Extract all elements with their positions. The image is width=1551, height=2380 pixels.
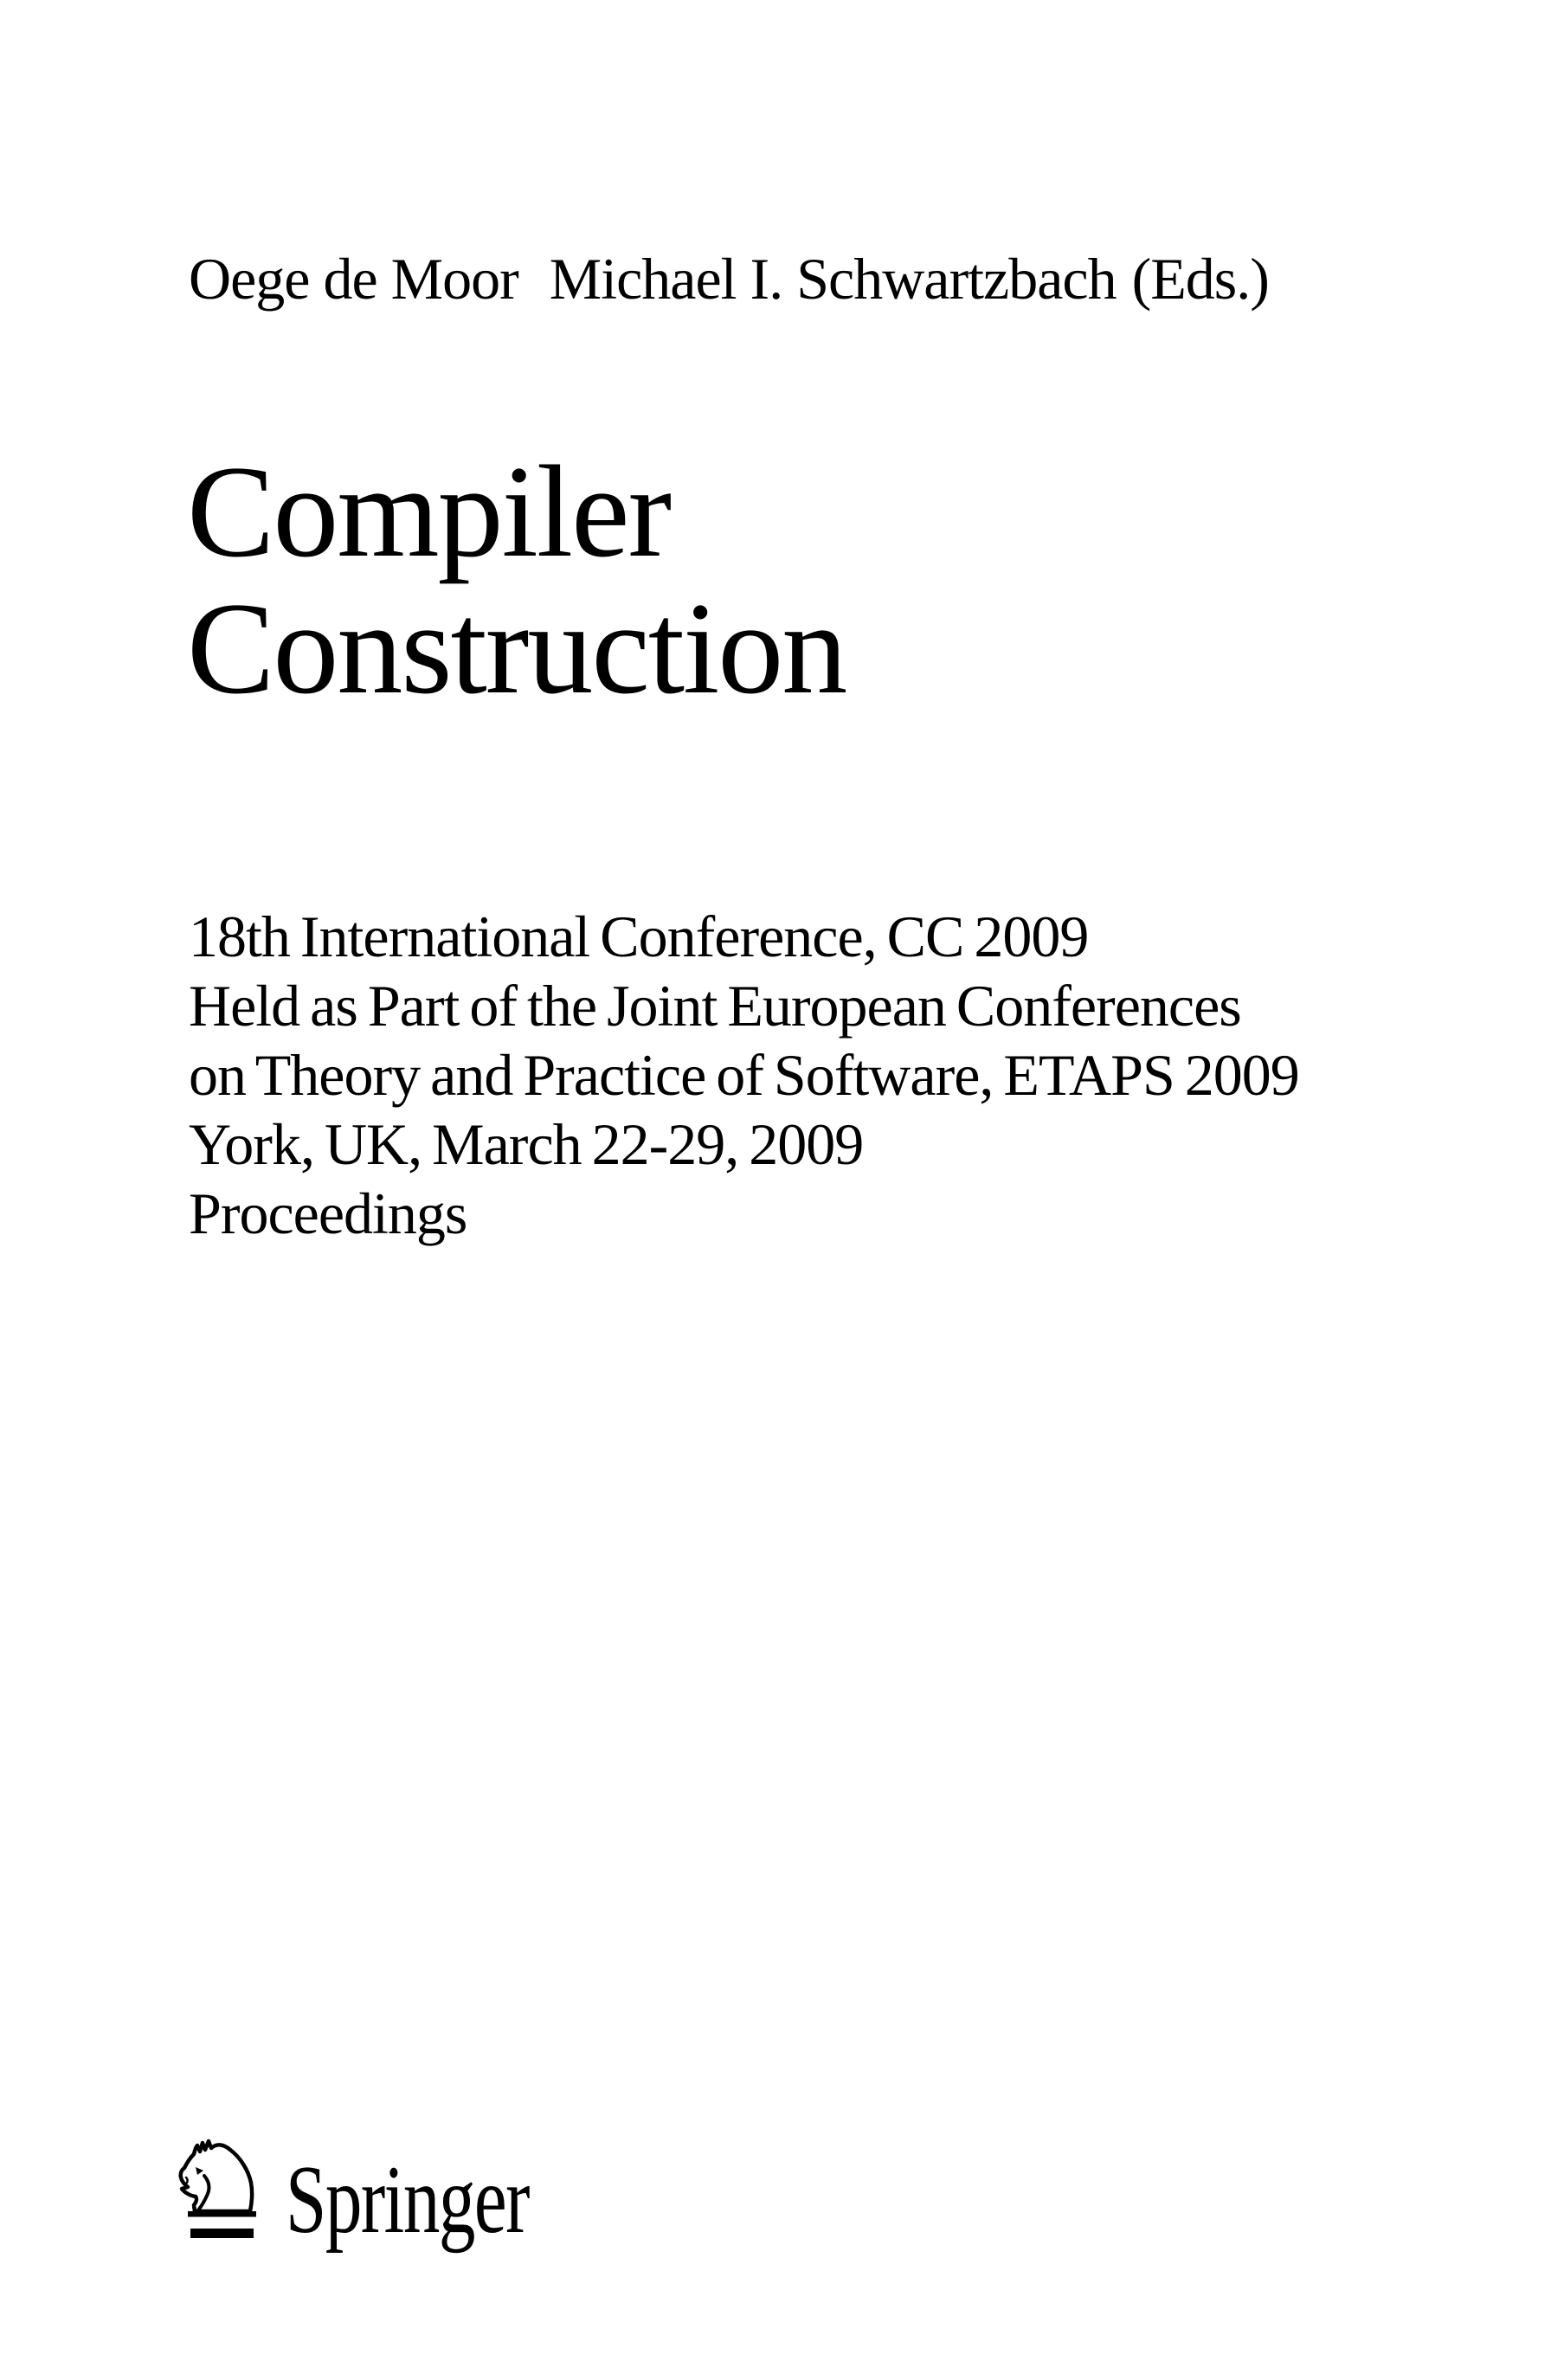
publisher-block [164,2129,684,2255]
editors-suffix: (Eds.) [1131,246,1269,312]
editor-name-2: Michael I. Schwartzbach [549,246,1117,312]
book-title [187,439,846,721]
subtitle-line-1: 18th International Conference, CC 2009 [189,904,1089,969]
book-title-line-1: Compiler [187,439,671,584]
subtitle-line-3: on Theory and Practice of Software, ETAPS 2009 [189,1042,1299,1108]
subtitle-block [189,902,1299,1248]
subtitle-line-4: York, UK, March 22-29, 2009 [189,1111,864,1177]
subtitle-line-5: Proceedings [189,1180,467,1246]
book-title-line-2: Construction [187,576,846,721]
editor-name-1: Oege de Moor [189,246,518,312]
publisher-name: Springer [286,2146,529,2254]
editors-line [189,246,1269,312]
springer-horse-knight-icon [164,2129,277,2250]
subtitle-line-2: Held as Part of the Joint European Conferences [189,973,1241,1039]
